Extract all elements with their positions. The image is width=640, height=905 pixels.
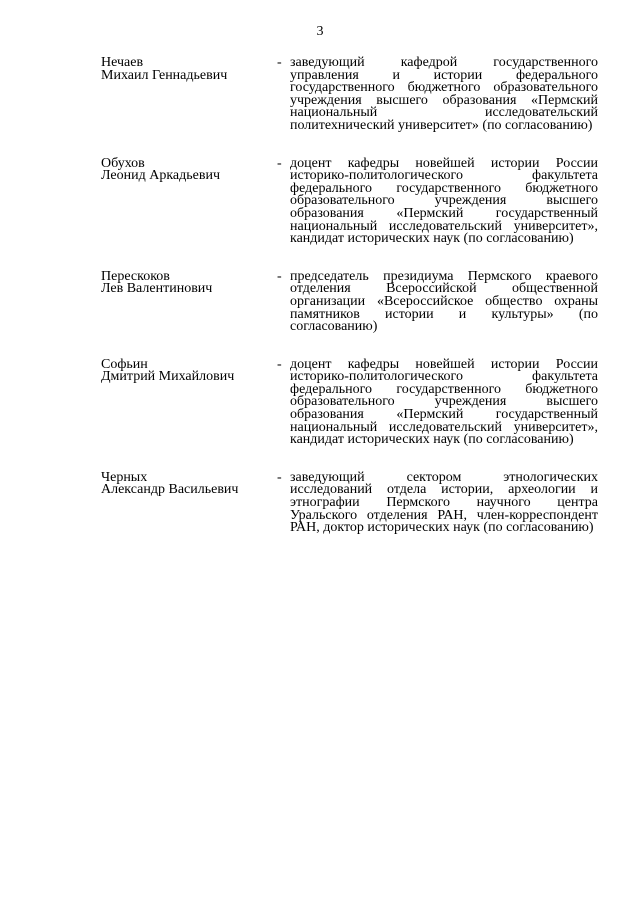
member-surname: Обухов: [101, 155, 145, 171]
member-surname: Нечаев: [101, 55, 144, 70]
member-description: председатель президиума Пермского краевого отделения Всероссийской общественной организации «Всероссийское общество охраны памятников истории и культуры» (по согласованию): [290, 268, 598, 335]
member-entry: [101, 469, 598, 536]
member-name: [101, 57, 277, 133]
entry-dash: -: [277, 55, 282, 70]
member-list: [101, 57, 598, 560]
member-given-names: Лев Валентинович: [101, 281, 213, 297]
member-description: заведующий кафедрой государственного управления и истории федерального государственного бюджетного образовательного учреждения высшего образования «Пермский национальный исследовательский политехнический университет» (по согласованию): [290, 55, 598, 133]
member-name: [101, 268, 277, 334]
member-entry: [101, 57, 598, 133]
member-name: [101, 155, 277, 246]
member-surname: Черных: [101, 469, 148, 485]
page-number: 3: [316, 24, 324, 39]
member-entry: [101, 356, 598, 448]
member-given-names: Дмитрий Михайлович: [101, 369, 235, 385]
member-description: доцент кафедры новейшей истории России историко-политологического факультета федерального государственного бюджетного образовательного учреждения высшего образования «Пермский государственный национальный исследовательский университет», кандидат исторических наук (по согласованию): [290, 155, 598, 247]
entry-dash: -: [277, 268, 282, 284]
entry-dash: -: [277, 356, 282, 372]
member-given-names: Александр Васильевич: [101, 482, 239, 498]
member-surname: Софьин: [101, 356, 148, 372]
entry-dash: -: [277, 155, 282, 171]
member-description: заведующий сектором этнологических исследований отдела истории, археологии и этнографии Пермского научного центра Уральского отделения РАН, член-корреспондент РАН, доктор исторических наук (по согласованию): [290, 469, 598, 536]
member-given-names: Михаил Геннадьевич: [101, 67, 228, 83]
member-description: доцент кафедры новейшей истории России историко-политологического факультета федерального государственного бюджетного образовательного учреждения высшего образования «Пермский государственный национальный исследовательский университет», кандидат исторических наук (по согласованию): [290, 356, 598, 448]
member-name: [101, 356, 277, 447]
entry-dash: -: [277, 469, 282, 485]
member-entry: [101, 268, 598, 335]
member-given-names: Леонид Аркадьевич: [101, 168, 220, 184]
member-entry: [101, 155, 598, 247]
member-name: [101, 469, 277, 535]
member-surname: Перескоков: [101, 268, 170, 284]
